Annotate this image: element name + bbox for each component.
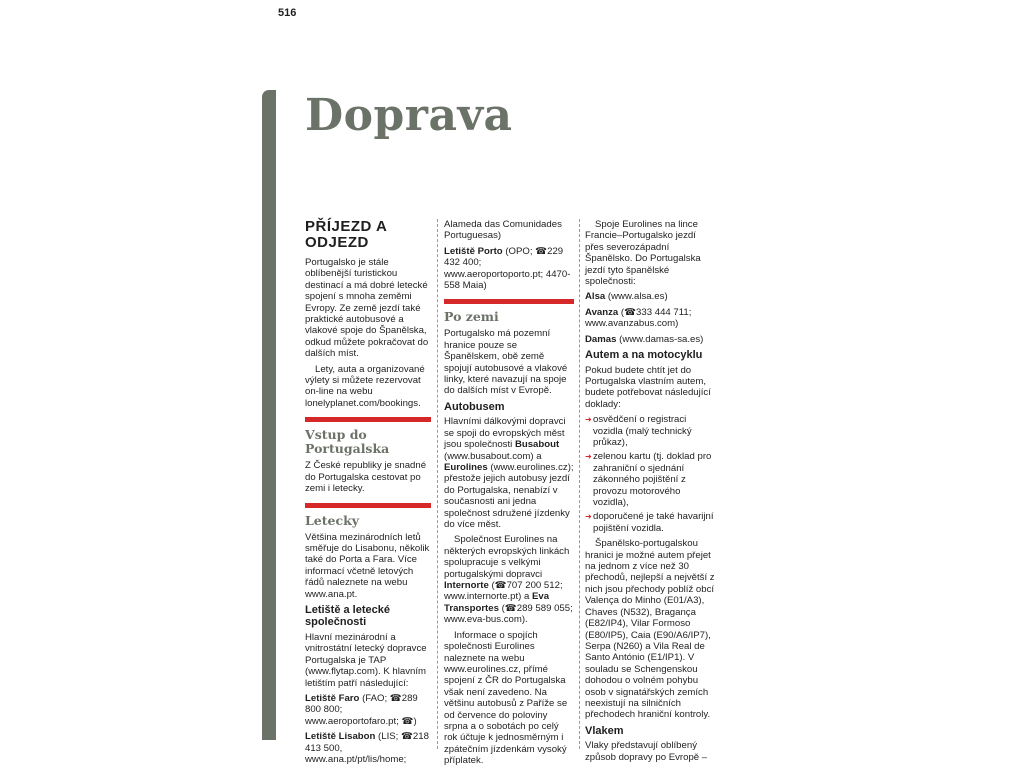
airport-porto	[444, 246, 574, 292]
bus-paragraph-1	[444, 416, 574, 530]
list-item	[585, 511, 717, 534]
chapter-tab	[262, 90, 276, 740]
airport-lisbon	[305, 731, 431, 765]
list-item-text: doporučené je také havarijní pojištění vozidla.	[593, 511, 714, 534]
busabout-name: Busabout	[514, 439, 560, 451]
alsa-name: Alsa	[585, 291, 606, 303]
documents-list	[585, 414, 717, 534]
column-1	[305, 219, 431, 769]
subheading-airports: Letiště a letecké společnosti	[305, 603, 390, 629]
airport-faro	[305, 693, 431, 727]
arrow-icon: ➜	[585, 415, 592, 425]
column-3	[585, 219, 717, 767]
damas-details: (www.damas-sa.es)	[616, 333, 704, 345]
air-paragraph: Většina mezinárodních letů směřuje do Lisabonu, několik také do Porta a Fara. Více informací včetně letových řádů naleznete na webu www.ana.pt.	[305, 531, 430, 600]
porto-details: (OPO; ☎229 432 400; www.aeroportoporto.pt; 4470-558 Maia)	[444, 245, 571, 292]
subheading-air: Letecky	[305, 512, 360, 528]
avanza-details: (☎333 444 711; www.avanzabus.com)	[585, 306, 692, 330]
faro-name: Letiště Faro	[305, 692, 360, 704]
bus-text: Hlavními dálkovými dopravci se spoji do evropských měst jsou společnosti	[444, 416, 566, 451]
train-paragraph: Vlaky představují oblíbený způsob dopravy po Evropě –	[585, 740, 708, 763]
company-avanza	[585, 307, 717, 330]
section-heading-arrival: PŘÍJEZD A ODJEZD	[305, 218, 387, 251]
alsa-details: (www.alsa.es)	[605, 291, 668, 303]
list-item	[585, 451, 717, 508]
red-divider	[305, 503, 431, 508]
faro-details: (FAO; ☎289 800 800; www.aeroportofaro.pt; ☎)	[305, 692, 418, 727]
subheading-bus: Autobusem	[444, 400, 505, 413]
intro-paragraph: Portugalsko je stále oblíbenější turistickou destinací a má dobré letecké spojení s mnoha zeměmi Evropy. Ze země jezdí také praktické autobusové a vlakové spoje do Španělska, odkud můžete pokračovat do dalších míst.	[305, 257, 429, 360]
bus-text: (www.eurolines.cz); přestože jejich autobusy jezdí do Portugalska, nenabízí v současnosti ani jedna společnost sdružené jízdenky do více měst.	[444, 462, 574, 531]
subheading-land: Po zemi	[444, 309, 499, 325]
column-divider	[437, 219, 438, 749]
airports-paragraph: Hlavní mezinárodní a vnitrostátní letecký dopravce Portugalska je TAP (www.flytap.com). K hlavním letištím patří následující:	[305, 631, 427, 689]
damas-name: Damas	[585, 333, 617, 345]
arrow-icon: ➜	[585, 512, 592, 522]
internorte-name: Internorte	[444, 580, 489, 592]
page-number: 516	[278, 7, 297, 19]
lisbon-details-cont: Alameda das Comunidades Portuguesas)	[444, 219, 562, 242]
arrow-icon: ➜	[585, 452, 592, 462]
land-paragraph: Portugalsko má pozemní hranice pouze se Španělskem, obě země spojují autobusové a vlakové linky, které navazují na spoje do dalších míst v Evropě.	[444, 328, 568, 397]
bus-paragraph-2	[444, 534, 574, 625]
company-damas	[585, 334, 717, 345]
chapter-title: Doprava	[305, 90, 513, 141]
red-divider	[444, 299, 574, 304]
eurolines-paragraph: Spoje Eurolines na lince Francie–Portugalsko jezdí přes severozápadní Španělsko. Do Portugalska jezdí tyto španělské společnosti:	[585, 219, 701, 288]
bus-paragraph-3: Informace o spojích společnosti Eurolines naleznete na webu www.eurolines.cz, přímé spojení z ČR do Portugalska však není zavedeno. Na většinu autobusů z Paříže se od července do poloviny srpna a o sobotách po celý rok účtuje k jednosměrným i zpátečním jízdenkám vysoký příplatek.	[444, 629, 568, 767]
list-item-text: osvědčení o registraci vozidla (malý technický průkaz),	[593, 414, 692, 448]
subheading-train: Vlakem	[585, 724, 624, 737]
border-paragraph: Španělsko-portugalskou hranici je možné autem přejet na jednom z více než 30 přechodů, nejlepší a největší z nich jsou přechody poblíž obcí Valença do Minho (E01/A3), Chaves (N532), Bragança (E82/IP4), Vilar Formoso (E80/IP5), Caia (E90/A6/IP7), Serpa (N260) a Vila Real de Santo António (E1/IP1). V souladu se Schengenskou dohodou o volném pohybu osob v signatářských zemích neexistují na silničních přechodech hraniční kontroly.	[585, 538, 715, 721]
bus-text: Společnost Eurolines na některých evropských linkách spolupracuje s velkými portugalskými dopravci	[444, 534, 570, 580]
subheading-entry: Vstup do Portugalska	[305, 427, 390, 457]
subheading-car: Autem a na motocyklu	[585, 349, 703, 362]
column-divider	[579, 219, 580, 749]
porto-name: Letiště Porto	[444, 245, 503, 257]
bus-text: (☎289 589 055; www.eva-bus.com).	[444, 602, 573, 626]
lisbon-details: (LIS; ☎218 413 500, www.ana.pt/pt/lis/home;	[305, 731, 429, 765]
eva-name: Eva Transportes	[444, 591, 550, 614]
lisbon-name: Letiště Lisabon	[305, 731, 376, 743]
eurolines-name: Eurolines	[444, 462, 488, 473]
car-paragraph: Pokud budete chtít jet do Portugalska vlastním autem, budete potřebovat následující doklady:	[585, 364, 711, 410]
bus-text: (☎707 200 512; www.internorte.pt) a	[444, 580, 563, 603]
list-item-text: zelenou kartu (tj. doklad pro zahraniční o sjednání zákonného pojištění z provozu motorového vozidla),	[593, 451, 712, 509]
company-alsa	[585, 291, 717, 302]
entry-paragraph: Z České republiky je snadné do Portugalska cestovat po zemi i letecky.	[305, 460, 427, 495]
list-item	[585, 414, 717, 448]
booking-paragraph: Lety, auta a organizované výlety si můžete rezervovat on-line na webu lonelyplanet.com/bookings.	[305, 363, 425, 409]
avanza-name: Avanza	[585, 306, 619, 318]
bus-text: (www.busabout.com) a	[444, 450, 542, 462]
column-2	[444, 219, 574, 771]
red-divider	[305, 417, 431, 422]
